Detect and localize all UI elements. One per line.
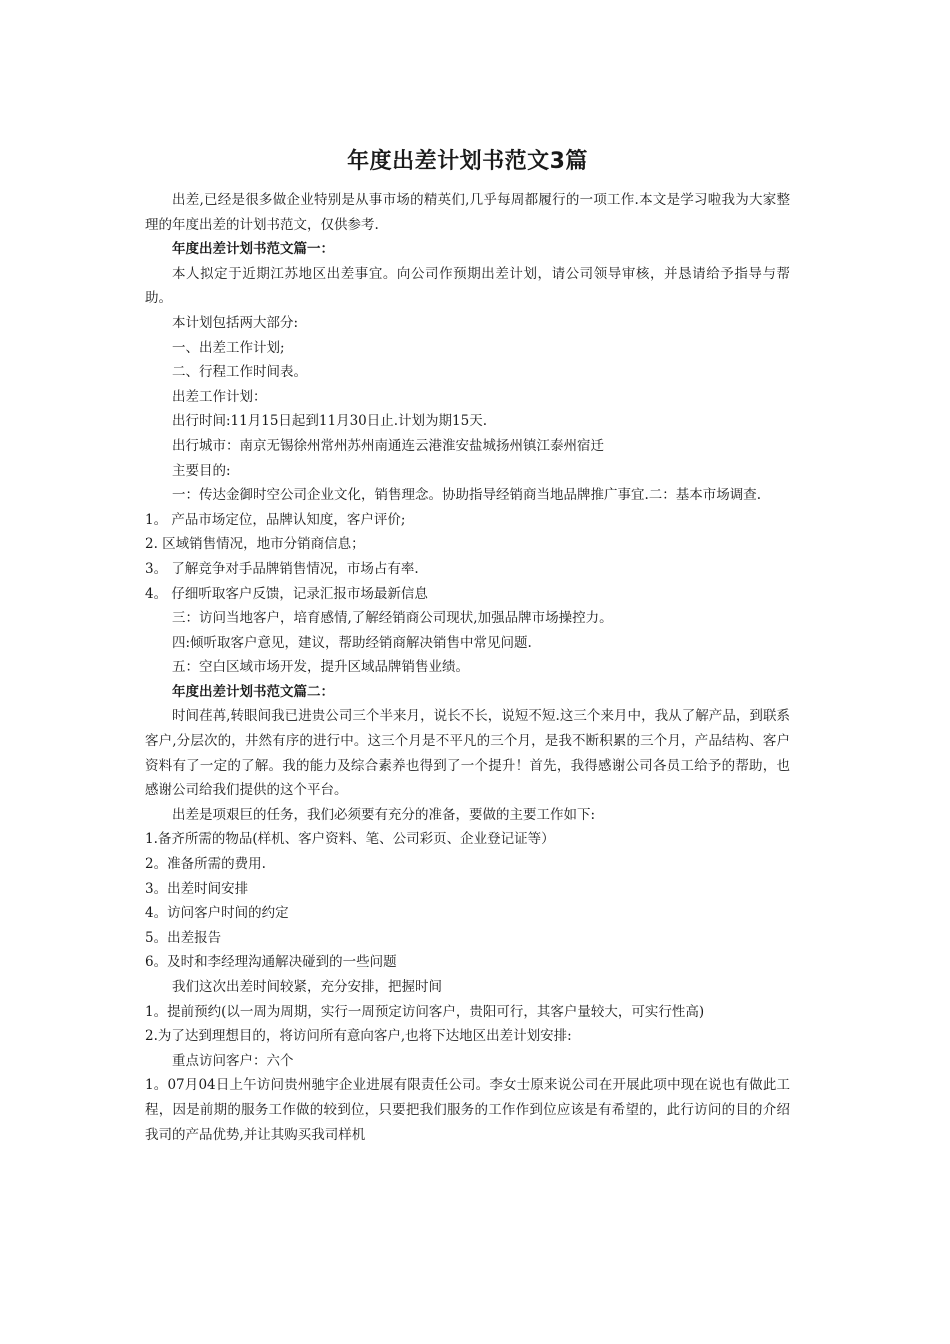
paragraph: 出差是项艰巨的任务，我们必须要有充分的准备，要做的主要工作如下:	[172, 806, 596, 823]
paragraph: 1.备齐所需的物品(样机、客户资料、笔、公司彩页、企业登记证等）	[145, 831, 555, 848]
paragraph: 出差,已经是很多做企业特别是从事市场的精英们,几乎每周都履行的一项工作.本文是学习啦我为大家整理的年度出差的计划书范文，仅供参考.	[145, 192, 790, 233]
paragraph: 6。及时和李经理沟通解决碰到的一些问题	[145, 954, 397, 971]
paragraph: 三：访问当地客户，培育感情,了解经销商公司现状,加强品牌市场操控力。	[172, 610, 613, 627]
paragraph: 本人拟定于近期江苏地区出差事宜。向公司作预期出差计划，请公司领导审核，并恳请给予指导与帮助。	[145, 265, 790, 307]
paragraph: 3。出差时间安排	[145, 880, 249, 897]
section-heading: 年度出差计划书范文篇二：	[172, 683, 334, 700]
paragraph: 我们这次出差时间较紧，充分安排，把握时间	[172, 979, 442, 995]
paragraph: 1。 产品市场定位，品牌认知度，客户评价;	[145, 511, 406, 528]
paragraph: 出行时间:11月15日起到11月30日止.计划为期15天.	[172, 413, 488, 430]
paragraph: 五：空白区域市场开发，提升区域品牌销售业绩。	[172, 659, 469, 676]
paragraph: 重点访问客户：六个	[172, 1052, 294, 1069]
document-title: 年度出差计划书范文3篇	[347, 149, 588, 174]
paragraph: 4。访问客户时间的约定	[145, 905, 289, 922]
section-heading: 年度出差计划书范文篇一：	[172, 241, 334, 258]
paragraph: 5。出差报告	[145, 929, 222, 946]
paragraph: 2。准备所需的费用.	[145, 856, 266, 873]
paragraph: 4。 仔细听取客户反馈，记录汇报市场最新信息	[145, 585, 428, 602]
paragraph-list	[145, 188, 790, 1147]
paragraph: 出行城市：南京无锡徐州常州苏州南通连云港淮安盐城扬州镇江泰州宿迁	[172, 437, 604, 454]
paragraph: 一、出差工作计划;	[172, 339, 285, 356]
paragraph: 本计划包括两大部分:	[172, 314, 299, 331]
paragraph: 一：传达金御时空公司企业文化，销售理念。协助指导经销商当地品牌推广事宜.二：基本市场调查.	[172, 487, 762, 504]
document-body	[145, 146, 790, 1147]
paragraph: 2.为了达到理想目的，将访问所有意向客户,也将下达地区出差计划安排:	[145, 1028, 572, 1045]
paragraph: 出差工作计划：	[172, 388, 267, 405]
paragraph: 时间荏苒,转眼间我已进贵公司三个半来月，说长不长，说短不短.这三个来月中，我从了解产品，到联系客户,分层次的，井然有序的进行中。这三个月是不平凡的三个月，是我不断积累的三个月，产品结构、客户资料有了一定的了解。我的能力及综合素养也得到了一个提升！首先，我得感谢公司各员工给予的帮助，也感谢公司给我们提供的这个平台。	[145, 708, 790, 799]
paragraph: 二、行程工作时间表。	[172, 364, 307, 381]
paragraph: 3。 了解竞争对手品牌销售情况，市场占有率.	[145, 560, 419, 577]
paragraph: 1。07月04日上午访问贵州驰宇企业进展有限责任公司。李女士原来说公司在开展此项中现在说也有做此工程，因是前期的服务工作做的较到位，只要把我们服务的工作作到位应该是有希望的，此行访问的目的介绍我司的产品优势,并让其购买我司样机	[145, 1077, 790, 1143]
paragraph: 四:倾听取客户意见，建议，帮助经销商解决销售中常见问题.	[172, 634, 532, 651]
paragraph: 主要目的:	[172, 462, 231, 479]
paragraph: 1。提前预约(以一周为周期，实行一周预定访问客户，贵阳可行，其客户量较大，可实行性高)	[145, 1003, 705, 1020]
paragraph: 2. 区域销售情况，地市分销商信息；	[145, 536, 365, 553]
